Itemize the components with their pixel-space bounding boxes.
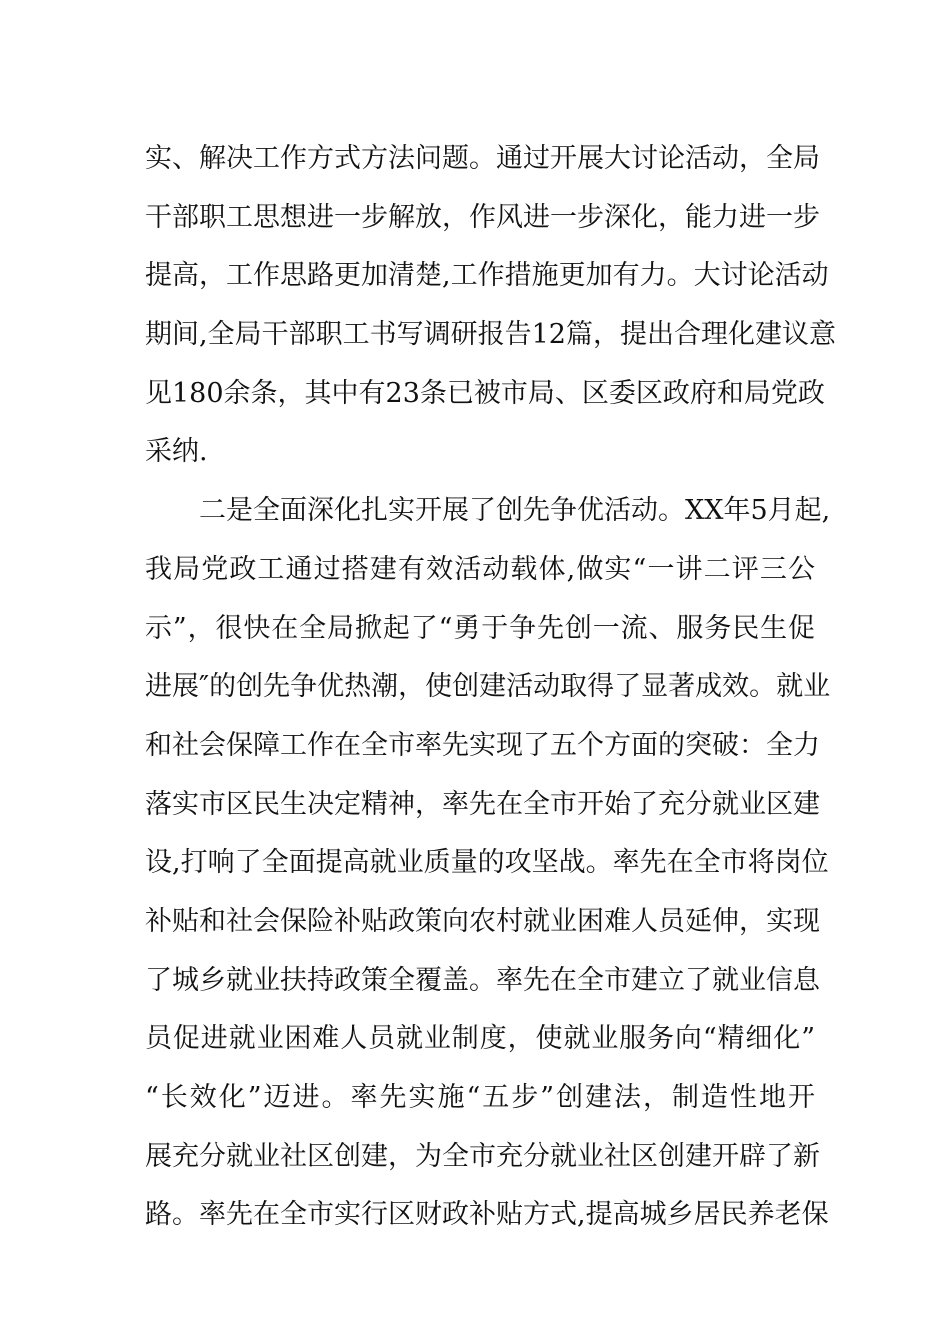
text-line: 和社会保障工作在全市率先实现了五个方面的突破：全力 [145, 729, 820, 761]
text-line: “长效化”迈进。率先实施“五步”创建法，制造性地开 [145, 1082, 815, 1113]
body-text [145, 130, 836, 1245]
text-line: 二是全面深化扎实开展了创先争优活动。XX年5月起, [199, 495, 831, 527]
text-line: 干部职工思想进一步解放，作风进一步深化，能力进一步 [145, 201, 820, 233]
text-line: 采纳. [145, 436, 208, 468]
paragraph-1 [145, 130, 836, 482]
text-line: 见180余条，其中有23条已被市局、区委区政府和局党政 [145, 377, 825, 409]
text-line: 进展″的创先争优热潮，使创建活动取得了显著成效。就业 [145, 671, 831, 703]
text-line: 我局党政工通过搭建有效活动载体,做实“一讲二评三公 [145, 553, 815, 585]
text-line: 示”，很快在全局掀起了“勇于争先创一流、服务民生促 [145, 612, 815, 644]
text-line: 了城乡就业扶持政策全覆盖。率先在全市建立了就业信息 [145, 964, 820, 996]
text-line: 实、解决工作方式方法问题。通过开展大讨论活动，全局 [145, 143, 820, 174]
text-line: 展充分就业社区创建，为全市充分就业社区创建开辟了新 [145, 1140, 820, 1172]
text-line: 期间,全局干部职工书写调研报告12篇，提出合理化建议意 [145, 319, 836, 351]
text-line: 路。率先在全市实行区财政补贴方式,提高城乡居民养老保 [145, 1199, 829, 1231]
text-line: 提高，工作思路更加清楚,工作措施更加有力。大讨论活动 [145, 260, 829, 292]
paragraph-2 [145, 482, 831, 1245]
text-line: 设,打响了全面提高就业质量的攻坚战。率先在全市将岗位 [145, 847, 829, 879]
text-line: 员促进就业困难人员就业制度，使就业服务向“精细化” [145, 1023, 815, 1055]
text-line: 补贴和社会保险补贴政策向农村就业困难人员延伸，实现 [145, 905, 820, 937]
text-line: 落实市区民生决定精神，率先在全市开始了充分就业区建 [145, 788, 820, 820]
